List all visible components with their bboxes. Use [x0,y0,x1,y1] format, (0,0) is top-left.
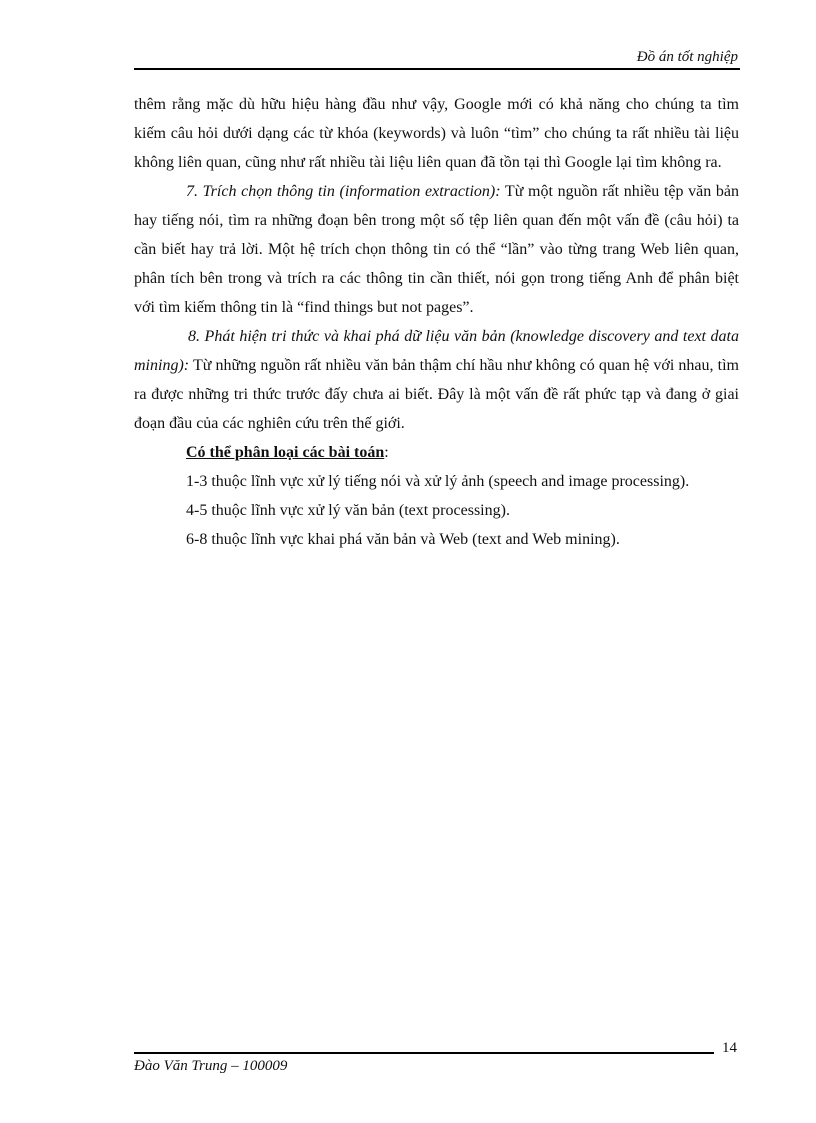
classification-heading-text: Có thể phân loại các bài toán [186,444,385,461]
knowledge-discovery-body: Từ những nguồn rất nhiều văn bản thậm chí hầu như không có quan hệ với nhau, tìm ra được những tri thức trước đấy chưa ai biết. Đây là một vấn đề rất phức tạp và đang ở giai đoạn đầu của các nghiên cứu trên thế giới. [134,357,739,432]
footer-author: Đào Văn Trung – 100009 [134,1058,288,1074]
classification-item-speech-image: 1-3 thuộc lĩnh vực xử lý tiếng nói và xử lý ảnh (speech and image processing). [186,473,690,490]
information-extraction-title: 7. Trích chọn thông tin (information extraction): [186,183,501,200]
information-extraction-body: Từ một nguồn rất nhiều tệp văn bản hay tiếng nói, tìm ra những đoạn bên trong một số tệp liên quan đến một vấn đề (câu hỏi) ta cần biết hay trả lời. Một hệ trích chọn thông tin có thể “lần” vào từng trang Web liên quan, phân tích bên trong và trích ra các thông tin cần thiết, nói gọn trong tiếng Anh để phân biệt với tìm kiếm thông tin là “find things but not pages”. [134,183,740,316]
classification-item-text-web-mining: 6-8 thuộc lĩnh vực khai phá văn bản và Web (text and Web mining). [186,531,620,548]
page-number: 14 [722,1040,737,1056]
paragraph-google-limitations: thêm rằng mặc dù hữu hiệu hàng đầu như vậy, Google mới có khả năng cho chúng ta tìm kiếm câu hỏi dưới dạng các từ khóa (keywords) và luôn “tìm” cho chúng ta rất nhiều tài liệu không liên quan, cũng như rất nhiều tài liệu liên quan đã tồn tại thì Google lại tìm không ra. [134,96,739,171]
document-header-title: Đồ án tốt nghiệp [636,49,738,65]
document-body [134,90,739,554]
header-divider [134,68,740,70]
knowledge-discovery-title: 8. Phát hiện tri thức và khai phá dữ liệu văn bản (knowledge discovery and text data mining): [134,328,739,374]
classification-heading-colon: : [384,444,389,461]
paragraph-knowledge-discovery [134,322,739,438]
classification-heading [134,438,739,467]
paragraph-information-extraction [134,177,739,322]
footer-divider [134,1052,714,1054]
classification-item-text-processing: 4-5 thuộc lĩnh vực xử lý văn bản (text processing). [186,502,510,519]
